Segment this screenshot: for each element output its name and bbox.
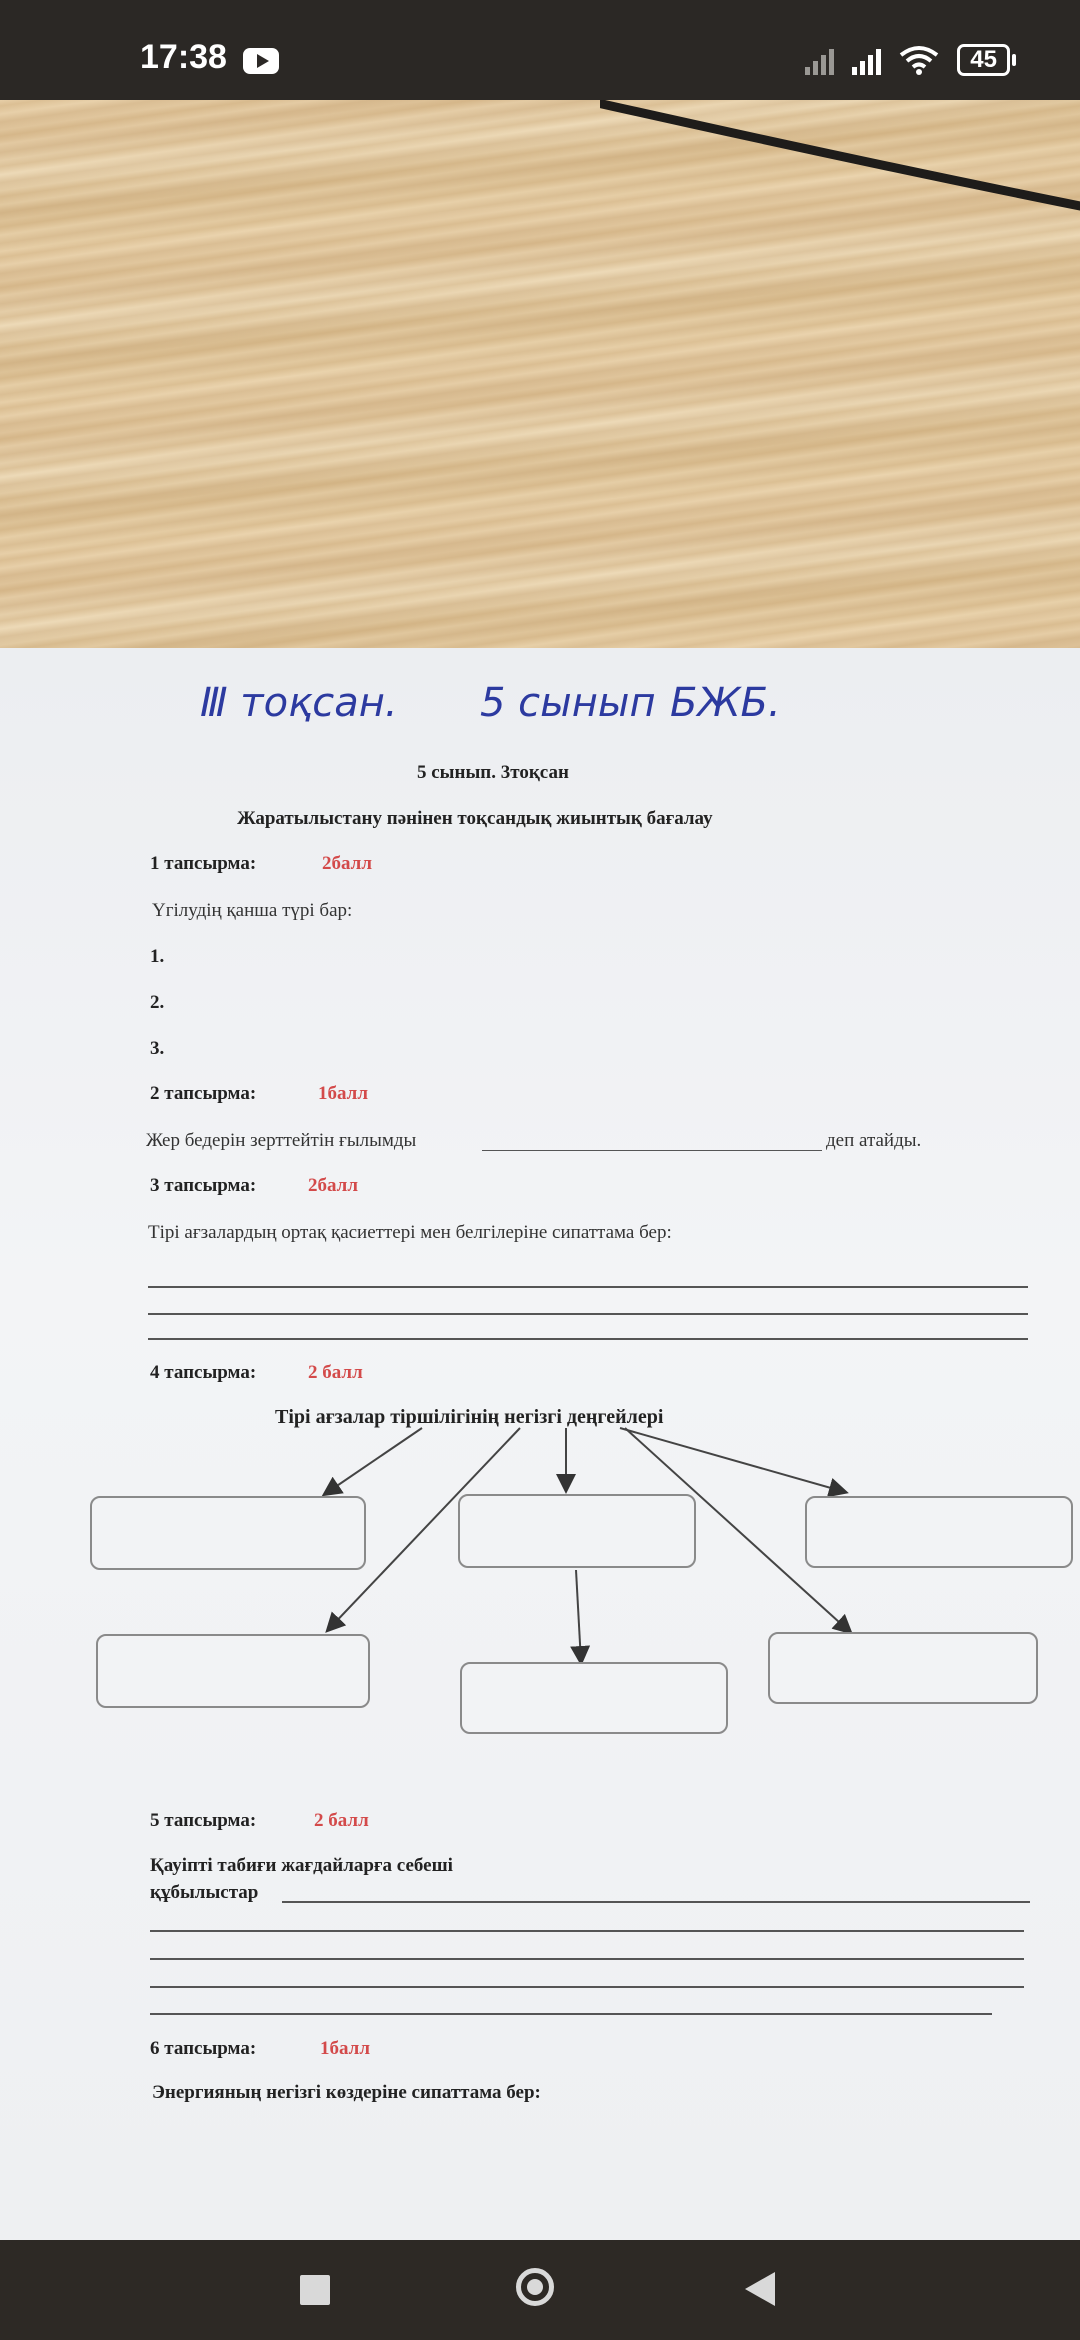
handwritten-quarter: Ⅲ тоқсан. bbox=[200, 680, 398, 726]
diagram-box bbox=[768, 1632, 1038, 1704]
answer-line bbox=[150, 1930, 1024, 1932]
answer-line bbox=[150, 1958, 1024, 1960]
task2-text-before: Жер бедерін зерттейтін ғылымды bbox=[146, 1130, 417, 1151]
task1-points: 2балл bbox=[322, 853, 372, 874]
handwritten-grade: 5 сынып bbox=[480, 680, 656, 726]
task3-label: 3 тапсырма: bbox=[150, 1175, 257, 1196]
task1-item-1: 1. bbox=[150, 946, 165, 967]
task1-question: Үгілудің қанша түрі бар: bbox=[152, 900, 353, 921]
handwritten-tag: БЖБ. bbox=[670, 680, 781, 726]
home-circle-icon[interactable] bbox=[516, 2268, 554, 2306]
diagram-box bbox=[805, 1496, 1073, 1568]
task5-label: 5 тапсырма: bbox=[150, 1810, 257, 1831]
diagram-title: Тірі ағзалар тіршілігінің негізгі деңгейлері bbox=[275, 1406, 664, 1428]
task2-label: 2 тапсырма: bbox=[150, 1083, 257, 1104]
diagram-box bbox=[90, 1496, 366, 1570]
clock: 17:38 bbox=[140, 38, 227, 76]
task2-points: 1балл bbox=[318, 1083, 368, 1104]
task6-question: Энергияның негізгі көздеріне сипаттама бер: bbox=[152, 2082, 541, 2103]
answer-line bbox=[282, 1901, 1030, 1903]
task4-label: 4 тапсырма: bbox=[150, 1362, 257, 1383]
document-subheading: Жаратылыстану пәнінен тоқсандық жиынтық бағалау bbox=[237, 808, 713, 829]
answer-line bbox=[150, 2013, 992, 2015]
navigation-bar bbox=[0, 2240, 1080, 2340]
battery-icon: 45 bbox=[957, 44, 1010, 76]
diagram-box bbox=[96, 1634, 370, 1708]
task5-question-line1: Қауіпті табиғи жағдайларға себеші bbox=[150, 1855, 453, 1876]
document-heading: 5 сынып. 3тоқсан bbox=[417, 762, 569, 783]
back-triangle-icon[interactable] bbox=[745, 2272, 775, 2306]
task2-text-after: деп атайды. bbox=[826, 1130, 922, 1151]
task3-question: Тірі ағзалардың ортақ қасиеттері мен белгілеріне сипаттама бер: bbox=[148, 1222, 672, 1243]
recents-square-icon[interactable] bbox=[300, 2275, 330, 2305]
task1-item-2: 2. bbox=[150, 992, 165, 1013]
task6-points: 1балл bbox=[320, 2038, 370, 2059]
answer-line bbox=[150, 1986, 1024, 1988]
task6-label: 6 тапсырма: bbox=[150, 2038, 257, 2059]
task3-points: 2балл bbox=[308, 1175, 358, 1196]
diagram-box bbox=[458, 1494, 696, 1568]
task5-points: 2 балл bbox=[314, 1810, 369, 1831]
task1-label: 1 тапсырма: bbox=[150, 853, 257, 874]
task4-points: 2 балл bbox=[308, 1362, 363, 1383]
diagram-box bbox=[460, 1662, 728, 1734]
task5-question-line2: құбылыстар bbox=[150, 1882, 259, 1903]
task1-item-3: 3. bbox=[150, 1038, 165, 1059]
